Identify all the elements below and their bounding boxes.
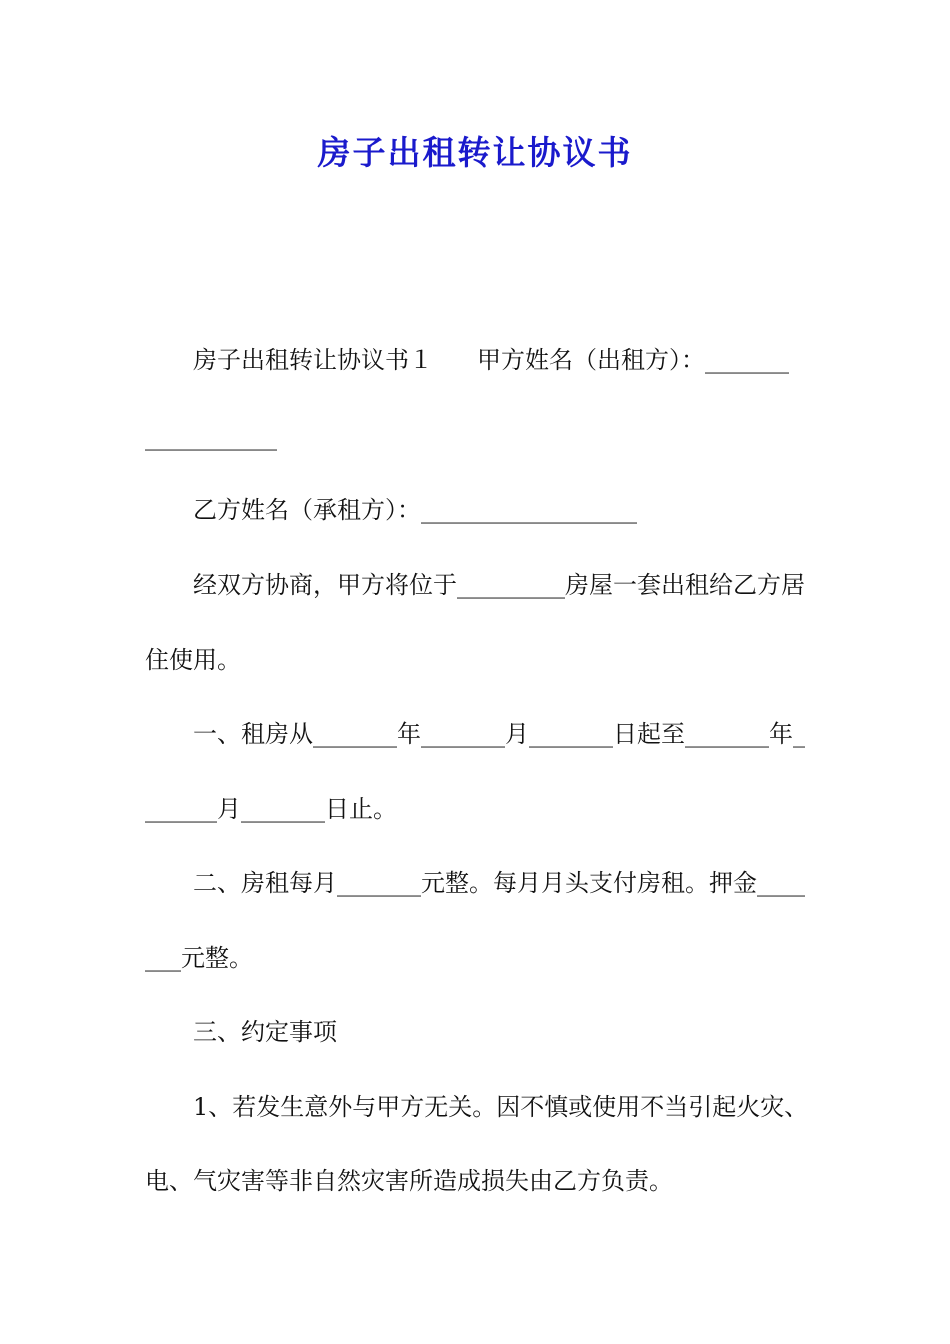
paragraph-line-4: 经双方协商，甲方将位于_________房屋一套出租给乙方居 (193, 571, 805, 599)
paragraph-line-1 (193, 340, 810, 380)
term-1-line-2: 电、气灾害等非自然灾害所造成损失由乙方负责。 (145, 1167, 673, 1195)
party-a-name-field: 甲方姓名（出租方）：_______ (477, 346, 789, 374)
rent-line-1: 二、房租每月_______元整。每月月头支付房租。押金____ (193, 869, 805, 897)
lease-term-line-2: ______月_______日止。 (145, 795, 397, 823)
paragraph-line-5: 住使用。 (145, 646, 241, 674)
paragraph-line-2: ___________ (145, 423, 277, 451)
section-heading-terms: 三、约定事项 (193, 1018, 337, 1046)
rent-line-2: ___元整。 (145, 944, 253, 972)
lease-term-line-1: 一、租房从_______年_______月_______日起至_______年_ (193, 720, 805, 748)
document-title: 房子出租转让协议书 (317, 133, 633, 172)
party-b-name-field: 乙方姓名（承租方）：__________________ (193, 496, 637, 524)
agreement-heading-inline: 房子出租转让协议书１ (193, 346, 433, 374)
term-1-line-1: 1、若发生意外与甲方无关。因不慎或使用不当引起火灾、 (193, 1093, 809, 1121)
